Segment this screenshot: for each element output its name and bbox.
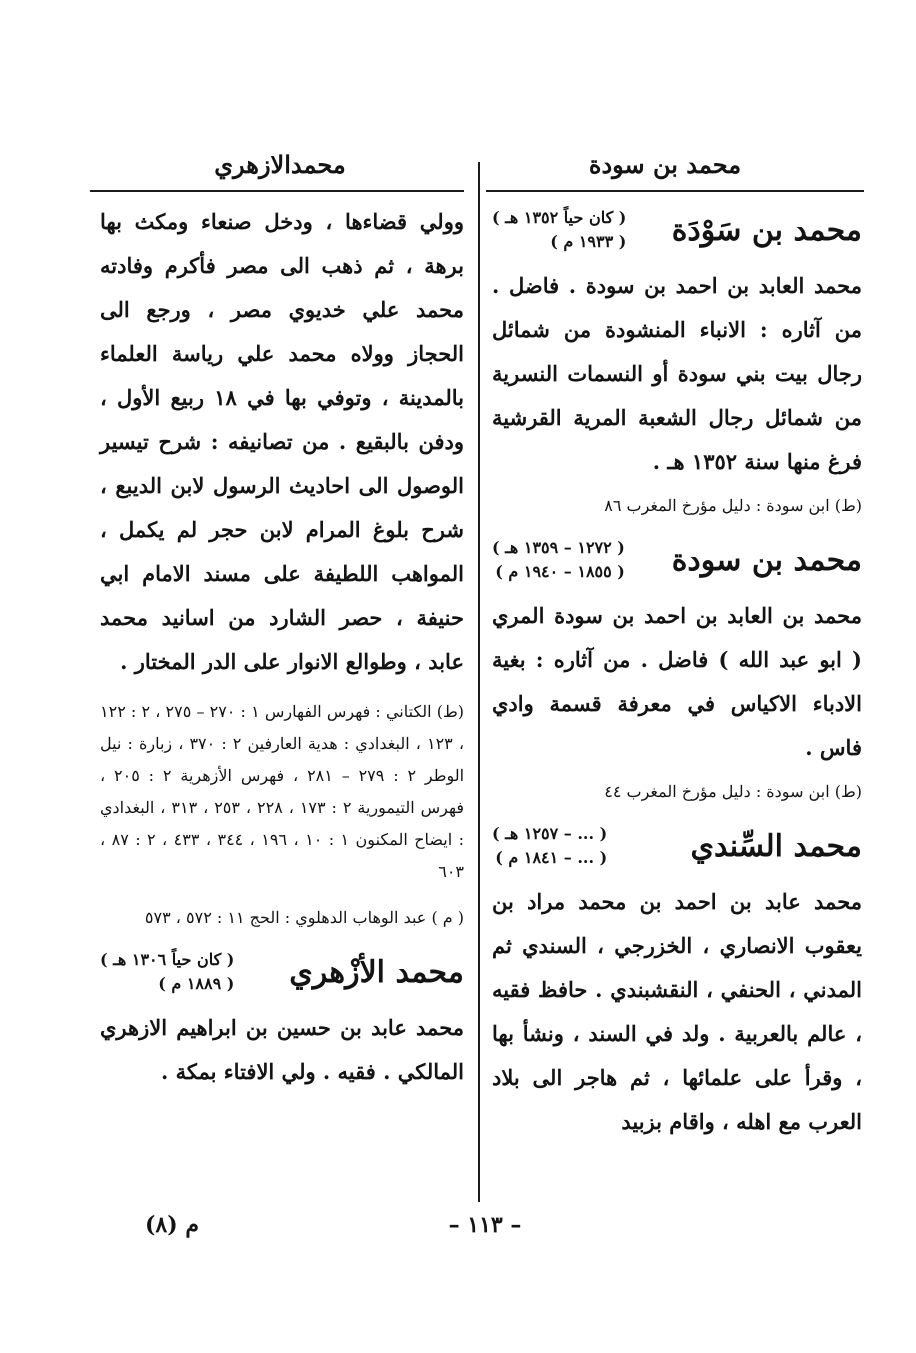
entry-text: محمد عابد بن حسين بن ابراهيم الازهري المالكي . فقيه . ولي الافتاء بمكة . — [100, 1015, 464, 1084]
dates-hijri: ( كان حياً ١٣٥٢ هـ ) — [492, 208, 627, 227]
dates-hijri: ( كان حياً ١٣٠٦ هـ ) — [100, 950, 235, 969]
entry-header-al-azhari — [100, 948, 464, 996]
entry-text: محمد بن العابد بن احمد بن سودة المري ( ابو عبد الله ) فاضل . من آثاره : بغية الادباء الاكياس في معرفة قسمة وادي فاس . — [492, 603, 862, 760]
header-rule-left — [90, 190, 464, 192]
dates-hijri: ( ١٢٧٢ – ١٣٥٩ هـ ) — [492, 538, 625, 557]
source-references: (ط) الكتاني : فهرس الفهارس ١ : ٢٧٠ – ٢٧٥ ، ٢ : ١٢٢ ، ١٢٣ ، البغدادي : هدية العارفين ٢ : ٣٧٠ ، زبارة : نيل الوطر ٢ : ٢٧٩ – ٢٨١ ، فهرس الأزهرية ٢ : ٢٠٥ ، فهرس التيمورية ٢ : ١٧٣ ، ٢٢٨ ، ٢٥٣ ، ٣١٣ ، البغدادي : ايضاح المكنون ١ : ١٠ ، ١٩٦ ، ٣٤٤ ، ٤٣٣ ، ٢ : ٨٧ ، ٦٠٣ — [100, 702, 465, 881]
entry-text: محمد عابد بن احمد بن محمد مراد بن يعقوب الانصاري ، الخزرجي ، السندي ثم المدني ، الحنفي ، النقشبندي . حافظ فقيه ، عالم بالعربية . ولد في السند ، ونشأ بها ، وقرأ على علمائها ، ثم هاجر الى بلاد العرب مع اهله ، واقام بزبيد — [492, 889, 862, 1134]
entry-source: (ط) ابن سودة : دليل مؤرخ المغرب ٤٤ — [604, 782, 862, 801]
entry-dates — [100, 948, 234, 996]
header-rule-right — [486, 190, 864, 192]
running-head-left: محمدالازهري — [214, 150, 346, 179]
column-divider — [478, 162, 480, 1202]
signature-mark: م (٨) — [145, 1212, 199, 1238]
entry-name: محمد السِّندي — [690, 828, 862, 864]
entry-dates — [492, 822, 607, 870]
dates-gregorian: ( ١٩٣٣ م ) — [550, 232, 627, 251]
entry-dates — [492, 206, 626, 254]
entry-dates — [492, 536, 625, 584]
running-head-right: محمد بن سودة — [588, 150, 742, 179]
dates-hijri: ( ... – ١٢٥٧ هـ ) — [492, 824, 608, 843]
dates-gregorian: ( ١٨٥٥ – ١٩٤٠ م ) — [495, 562, 625, 581]
entry-header-ibn-sawda-1 — [492, 206, 862, 254]
continuation-text: وولي قضاءها ، ودخل صنعاء ومكث بها برهة ، ثم ذهب الى مصر فأكرم وفادته محمد علي خديوي مصر ، ورجع الى الحجاز وولاه محمد علي رياسة العلماء بالمدينة ، وتوفي بها في ١٨ ربيع الأول ، ودفن بالبقيع . من تصانيفه : شرح تيسير الوصول الى احاديث الرسول لابن الديبع ، شرح بلوغ المرام لابن حجر لم يكمل ، المواهب اللطيفة على مسند الامام ابي حنيفة ، حصر الشارد من اسانيد محمد عابد ، وطوالع الانوار على الدر المختار . — [100, 209, 465, 674]
entry-name: محمد بن سَوْدَة — [671, 212, 862, 248]
dates-gregorian: ( ١٨٨٩ م ) — [158, 974, 235, 993]
entry-source: (ط) ابن سودة : دليل مؤرخ المغرب ٨٦ — [604, 496, 862, 515]
source-references-2: ( م ) عبد الوهاب الدهلوي : الحج ١١ : ٥٧٢ ، ٥٧٣ — [144, 908, 464, 927]
entry-name: محمد الأزْهري — [289, 954, 464, 990]
right-column — [492, 200, 862, 1144]
entry-name: محمد بن سودة — [671, 542, 862, 578]
entry-header-ibn-sawda-2 — [492, 536, 862, 584]
entry-text: محمد العابد بن احمد بن سودة . فاضل . من آثاره : الانباء المنشودة من شمائل رجال بيت بني سودة أو النسمات النسرية من شمائل رجال الشعبة المرية القرشية فرغ منها سنة ١٣٥٢ هـ . — [492, 273, 862, 474]
entry-header-al-sindi — [492, 822, 862, 870]
left-column — [100, 200, 464, 1094]
page-number: – ١١٣ – — [448, 1212, 522, 1238]
dates-gregorian: ( ... – ١٨٤١ م ) — [495, 848, 608, 867]
